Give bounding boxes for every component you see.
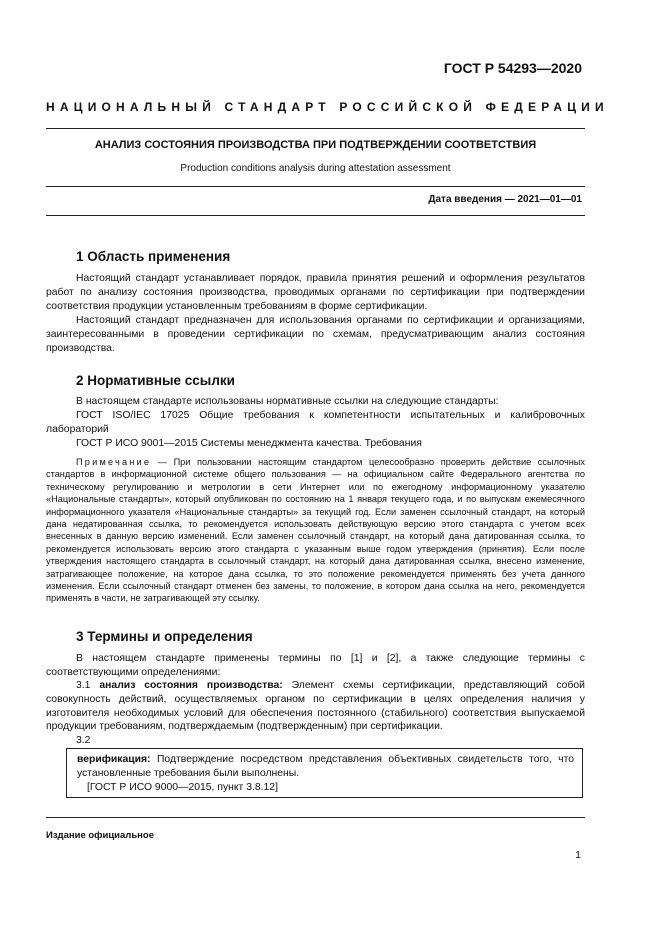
top-rule: [46, 128, 585, 129]
term-3-2-box: [66, 748, 583, 798]
introduction-date: Дата введения — 2021—01—01: [428, 194, 582, 205]
term-3-2-name: верификация:: [77, 754, 151, 765]
title-en: Production conditions analysis during attestation assessment: [180, 163, 451, 174]
term-3-2-source: [ГОСТ Р ИСО 9000—2015, пункт 3.8.12]: [87, 781, 278, 793]
section-1-heading: 1 Область применения: [76, 249, 231, 264]
footer-rule: [46, 817, 585, 818]
section-3-heading: 3 Термины и определения: [76, 629, 253, 644]
section-1-paragraph-2: Настоящий стандарт предназначен для использования органами по сертификации и организациями, заинтересованными в проведении сертификации по схемам, предусматривающим анализ состояния производства.: [46, 315, 585, 354]
standard-code: ГОСТ Р 54293—2020: [443, 60, 582, 76]
section-1-paragraph-1: Настоящий стандарт устанавливает порядок, правила принятия решений и оформления результатов работ по анализу состояния производства, проводимых органами по сертификации при подтверждении соответствия продукции установленным требованиям в форме сертификации.: [46, 273, 585, 312]
official-edition: Издание официальное: [46, 830, 154, 841]
page-number: 1: [575, 849, 581, 861]
term-3-1-name: анализ состояния производства:: [99, 680, 283, 691]
middle-rule: [46, 186, 585, 187]
section-2-heading: 2 Нормативные ссылки: [76, 373, 235, 388]
title-ru: АНАЛИЗ СОСТОЯНИЯ ПРОИЗВОДСТВА ПРИ ПОДТВЕРЖДЕНИИ СООТВЕТСТВИЯ: [94, 139, 537, 151]
note-label: Примечание: [76, 457, 152, 467]
term-3-2-number: 3.2: [76, 735, 91, 746]
term-3-1: 3.1 анализ состояния производства: Элемент схемы сертификации, представляющий собой совокупность действий, осуществляемых органом по сертификации в целях определения наличия у изготовителя необходимых условий для обеспечения постоянного (стабильного) соответствия выпускаемой продукции требованиям, подтверждаемым (подтвержденным) при сертификации.: [46, 680, 585, 733]
reference-iso-17025: ГОСТ ISO/IEC 17025 Общие требования к компетентности испытательных и калибровочных лабораторий: [46, 410, 585, 435]
national-standard-banner: НАЦИОНАЛЬНЫЙ СТАНДАРТ РОССИЙСКОЙ ФЕДЕРАЦИИ: [46, 100, 609, 114]
section-2-paragraph: В настоящем стандарте использованы нормативные ссылки на следующие стандарты:: [76, 396, 499, 407]
bottom-rule: [46, 215, 585, 216]
references-note: Примечание — При пользовании настоящим стандартом целесообразно проверить действие ссылочных стандартов в информационной системе общего пользования — на официальном сайте Федерального агентства по техническому регулированию и метрологии в сети Интернет или по ежегодному информационному указателю «Национальные стандарты», который опубликован по состоянию на 1 января текущего года, и по выпускам ежемесячного информационного указателя «Национальные стандарты» за текущий год. Если заменен ссылочный стандарт, на который дана недатированная ссылка, то рекомендуется использовать действующую версию этого стандарта с учетом всех внесенных в данную версию изменений. Если заменен ссылочный стандарт, на который дана датированная ссылка, то рекомендуется использовать версию этого стандарта с указанным выше годом утверждения (принятия). Если после утверждения настоящего стандарта в ссылочный стандарт, на который дана датированная ссылка, внесено изменение, затрагивающее положение, на которое дана ссылка, то это положение рекомендуется применять без учета данного изменения. Если ссылочный стандарт отменен без замены, то положение, в котором дана ссылка на него, рекомендуется применять в части, не затрагивающей эту ссылку.: [46, 457, 585, 604]
section-3-paragraph: В настоящем стандарте применены термины по [1] и [2], а также следующие термины с соответствующими определениями:: [46, 653, 585, 678]
reference-iso-9001: ГОСТ Р ИСО 9001—2015 Системы менеджмента качества. Требования: [76, 438, 422, 449]
term-3-2-definition: верификация: Подтверждение посредством представления объективных свидетельств того, что установленные требования были выполнены. [ГОСТ Р ИСО 9000—2015, пункт 3.8.12]: [77, 754, 574, 793]
